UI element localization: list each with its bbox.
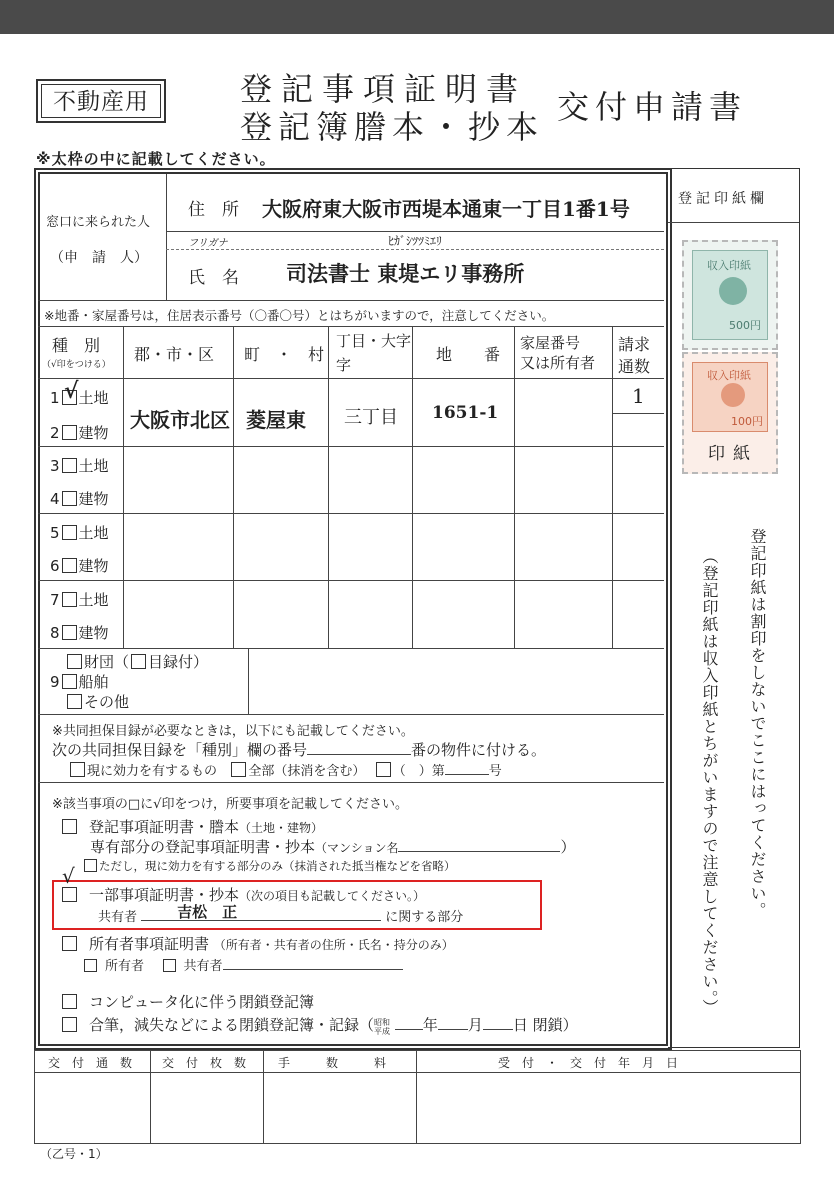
checkbox[interactable] <box>70 762 85 777</box>
header-gun: 郡・市・区 <box>134 345 215 364</box>
stamp-note-sub: （登記印紙は収入印紙とちがいますので注意してください。） <box>700 548 719 1016</box>
collateral-line-1: ※共同担保目録が必要なときは，以下にも記載してください。 <box>52 724 414 739</box>
row-number: 6 <box>50 557 60 575</box>
item3-owner-checkbox[interactable] <box>84 959 97 972</box>
row-8[interactable] <box>50 622 109 643</box>
row-number: 5 <box>50 524 60 542</box>
entry-copies[interactable]: 1 <box>632 384 645 408</box>
collateral-options <box>68 760 502 779</box>
row-kind: 土地 <box>78 591 109 609</box>
year-label: 年 <box>422 1016 438 1034</box>
row-kind: 建物 <box>78 490 109 508</box>
header-req-2: 通数 <box>618 357 651 376</box>
footer-col-4: 受 付 ・ 交 付 年 月 日 <box>498 1056 679 1070</box>
month-label: 月 <box>467 1016 483 1034</box>
row-4[interactable] <box>50 488 109 509</box>
row-kind: 建物 <box>78 557 109 575</box>
row-kind: 土地 <box>78 389 109 407</box>
item1-line-2: 専有部分の登記事項証明書・抄本（マンション名 ） <box>90 838 576 856</box>
item2-check-mark: √ <box>62 864 75 888</box>
collateral-line-2 <box>52 739 546 760</box>
era-heisei: 平成 <box>374 1027 391 1036</box>
stamp-note-main: 登記印紙は割印をしないでここにはってください。 <box>748 528 767 919</box>
checkbox[interactable] <box>62 525 77 540</box>
stamp1-text: 収入印紙 <box>707 259 751 272</box>
checkbox[interactable] <box>62 674 77 689</box>
row-number: 3 <box>50 457 60 475</box>
item1-title: 登記事項証明書・謄本 <box>89 818 240 836</box>
mansion-field[interactable] <box>398 839 560 852</box>
row-6[interactable] <box>50 555 109 576</box>
row-number: 7 <box>50 591 60 609</box>
stamp2-value: 100円 <box>731 415 763 428</box>
day-label: 日 閉鎖） <box>512 1016 578 1034</box>
stamp2-text: 収入印紙 <box>707 369 751 382</box>
stamp-area-title: 登記印紙欄 <box>678 191 768 207</box>
title-line-1: 登記事項証明書 <box>240 70 528 108</box>
row-kind: 建物 <box>78 424 109 442</box>
opt-no: 号 <box>488 764 502 779</box>
entry-lot[interactable]: 1651-1 <box>432 403 499 423</box>
address-value[interactable]: 大阪府東大阪市西堤本通東一丁目1番1号 <box>262 197 630 221</box>
row-number: 4 <box>50 490 60 508</box>
row-number: 2 <box>50 424 60 442</box>
item2-suffix: に関する部分 <box>385 910 464 925</box>
item2-line-2 <box>98 905 463 925</box>
header-house-2: 又は所有者 <box>520 354 596 372</box>
header-type-note: （√印をつける） <box>42 360 111 370</box>
revenue-stamp-100 <box>682 352 778 474</box>
entry-town[interactable]: 菱屋東 <box>246 408 306 432</box>
item5[interactable]: 合筆，減失などによる閉鎖登記簿・記録（ 昭和 平成 年 月 日 閉鎖） <box>60 1014 578 1036</box>
header-chome: 丁目・大字 <box>336 332 412 350</box>
day-field[interactable] <box>483 1017 513 1030</box>
item3-owner-label: 所有者 <box>105 959 145 974</box>
era-showa: 昭和 <box>374 1018 391 1027</box>
checkbox[interactable] <box>62 425 77 440</box>
item5-checkbox[interactable] <box>62 1017 77 1032</box>
entry-chome[interactable]: 三丁目 <box>344 407 398 428</box>
checkbox[interactable] <box>67 654 82 669</box>
item5-title: 合筆，減失などによる閉鎖登記簿・記録 <box>89 1016 360 1034</box>
year-field[interactable] <box>395 1017 423 1030</box>
month-field[interactable] <box>438 1017 468 1030</box>
item2[interactable] <box>60 884 425 905</box>
checkbox[interactable] <box>62 491 77 506</box>
revenue-stamp-500 <box>682 240 778 350</box>
item3-checkbox[interactable] <box>62 936 77 951</box>
checkbox[interactable] <box>131 654 146 669</box>
furigana-label: フリガナ <box>188 238 228 249</box>
header-lot: 地 番 <box>436 345 501 364</box>
checkbox[interactable] <box>62 458 77 473</box>
name-label: 氏 名 <box>188 268 239 288</box>
flower-icon <box>721 383 745 407</box>
item1-sub <box>82 858 456 874</box>
footer-col-2: 交 付 枚 数 <box>162 1056 247 1070</box>
item2-title: 一部事項証明書・抄本 <box>89 886 240 904</box>
item1-line2-text: 専有部分の登記事項証明書・抄本 <box>90 838 316 856</box>
row-number: 9 <box>50 673 60 691</box>
form-number: （乙号・1） <box>40 1147 108 1161</box>
item1-sub-checkbox[interactable] <box>84 859 97 872</box>
item3-options <box>82 955 403 974</box>
catalog-label: 目録付） <box>148 653 209 671</box>
category-badge <box>36 79 166 123</box>
item1-mansion: （マンション名 <box>315 841 399 855</box>
header-chome-2: 字 <box>336 356 352 374</box>
item2-checkbox[interactable] <box>62 887 77 902</box>
item4[interactable] <box>60 991 314 1012</box>
items-intro: ※該当事項の□に√印をつけ，所要事項を記載してください。 <box>52 797 408 812</box>
collateral-line-2a: 次の共同担保目録を「種別」欄の番号 <box>52 741 308 759</box>
checkbox[interactable] <box>67 694 82 709</box>
co-owner-field[interactable] <box>141 905 381 921</box>
row-9[interactable] <box>50 652 208 712</box>
applicant-side-label-2: （申 請 人） <box>50 250 148 266</box>
item3-title: 所有者事項証明書 <box>89 935 210 953</box>
checkbox[interactable] <box>62 625 77 640</box>
row-1-check-mark: √ <box>64 378 79 404</box>
flower-icon <box>719 277 747 305</box>
item1-checkbox[interactable] <box>62 819 77 834</box>
stamp-label: 印紙 <box>708 444 758 464</box>
row-5[interactable] <box>50 522 109 543</box>
furigana-value[interactable]: ﾋｶﾞｼﾂﾂﾐｴﾘ <box>388 234 443 248</box>
name-value[interactable]: 司法書士 東堤エリ事務所 <box>286 261 525 286</box>
co-owner-value: 吉松 正 <box>177 903 238 921</box>
category-badge-text: 不動産用 <box>41 84 161 118</box>
item2-note: （次の項目も記載してください。） <box>239 889 426 903</box>
top-bar <box>0 0 834 34</box>
checkbox[interactable] <box>376 762 391 777</box>
foundation-label: 財団（ <box>84 653 130 671</box>
row-3[interactable] <box>50 455 109 476</box>
row-1[interactable] <box>50 387 109 408</box>
title-line-2: 登記簿謄本・抄本 <box>240 108 545 146</box>
opt-current: 現に効力を有するもの <box>87 764 218 779</box>
row-number: 1 <box>50 389 60 407</box>
header-house: 家屋番号 <box>520 334 581 352</box>
header-type: 種 別 <box>52 336 101 355</box>
opt-all: 全部（抹消を含む） <box>248 764 366 779</box>
item3[interactable] <box>60 933 454 954</box>
item1[interactable] <box>60 816 323 837</box>
row-kind: 土地 <box>78 457 109 475</box>
entry-gun[interactable]: 大阪市北区 <box>130 408 230 432</box>
title-suffix: 交付申請書 <box>557 88 748 126</box>
item3-co-checkbox[interactable] <box>163 959 176 972</box>
checkbox[interactable] <box>231 762 246 777</box>
row-kind: 建物 <box>78 624 109 642</box>
item4-checkbox[interactable] <box>62 994 77 1009</box>
collateral-no-field[interactable] <box>445 762 489 775</box>
co-owner-label: 共有者 <box>98 910 138 925</box>
other-label: その他 <box>84 693 130 711</box>
item3-note: （所有者・共有者の住所・氏名・持分のみ） <box>213 938 454 952</box>
header-req: 請求 <box>618 335 651 354</box>
ship-label: 船舶 <box>78 673 109 691</box>
instruction-text: ※太枠の中に記載してください。 <box>36 150 276 168</box>
footer-col-3: 手 数 料 <box>278 1056 387 1070</box>
footer-col-1: 交 付 通 数 <box>48 1056 133 1070</box>
item1-note: （土地・建物） <box>239 821 324 835</box>
row-number: 8 <box>50 624 60 642</box>
address-label: 住 所 <box>188 200 239 220</box>
applicant-side-label-1: 窓口に来られた人 <box>46 215 151 230</box>
collateral-number-field[interactable] <box>307 740 411 755</box>
item3-field[interactable] <box>223 958 403 970</box>
item4-title: コンピュータ化に伴う閉鎖登記簿 <box>89 993 315 1011</box>
row-2[interactable] <box>50 422 109 443</box>
item1-sub-text: ただし，現に効力を有する部分のみ（抹消された抵当権などを省略） <box>99 859 456 873</box>
lot-notice: ※地番・家屋番号は，住居表示番号（〇番〇号）とはちがいますので，注意してください。 <box>44 308 555 323</box>
item3-co-label: 共有者 <box>183 959 223 974</box>
checkbox[interactable] <box>62 592 77 607</box>
opt-paren: （ ）第 <box>392 764 445 779</box>
row-7[interactable] <box>50 589 109 610</box>
collateral-line-2b: 番の物件に付ける。 <box>411 741 547 759</box>
row-kind: 土地 <box>78 524 109 542</box>
stamp1-value: 500円 <box>729 319 761 332</box>
header-town: 町 ・ 村 <box>244 345 325 364</box>
checkbox[interactable] <box>62 558 77 573</box>
